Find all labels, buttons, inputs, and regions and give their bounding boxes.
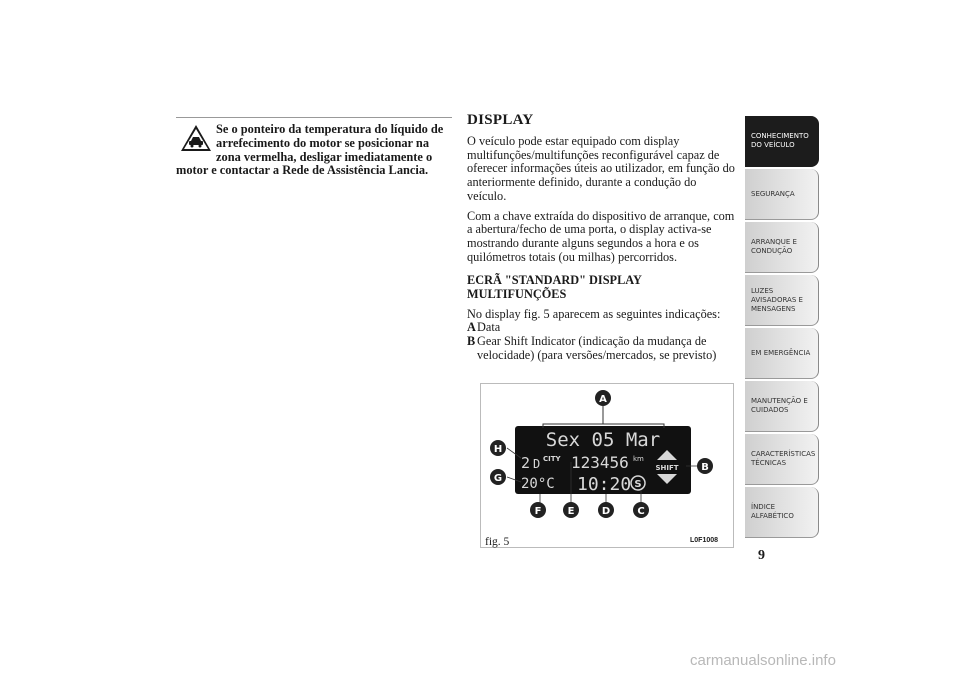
tab-emergencia[interactable]: EM EMERGÊNCIA	[745, 328, 819, 379]
list-item-a: AData	[467, 320, 501, 335]
watermark: carmanualsonline.info	[690, 652, 836, 669]
tab-arranque[interactable]: ARRANQUE E CONDUÇÃO	[745, 222, 819, 273]
tab-indice[interactable]: ÍNDICE ALFABÉTICO	[745, 487, 819, 538]
svg-text:H: H	[493, 444, 503, 455]
display-gear: 2	[521, 454, 531, 472]
svg-text:G: G	[493, 473, 503, 484]
tab-caracteristicas[interactable]: CARACTERÍSTICAS TÉCNICAS	[745, 434, 819, 485]
tab-conhecimento[interactable]: CONHECIMENTO DO VEÍCULO	[745, 116, 819, 167]
callout-h	[490, 440, 506, 456]
figure-label: fig. 5	[485, 536, 510, 548]
callout-b	[697, 458, 713, 474]
callout-e	[563, 502, 579, 518]
section-heading: DISPLAY	[467, 112, 534, 128]
tab-luzes[interactable]: LUZES AVISADORAS E MENSAGENS	[745, 275, 819, 326]
callout-g	[490, 469, 506, 485]
svg-text:F: F	[534, 506, 542, 517]
list-item-b: B Gear Shift Indicator (indicação da mudança de velocidade) (para versões/mercados, se previsto)	[467, 334, 717, 362]
paragraph-2: Com a chave extraída do dispositivo de arranque, com a abertura/fecho de uma porta, o display activa-se mostrando durante alguns segundos a hora e os quilómetros totais (ou milhas) percorridos.	[467, 208, 735, 264]
article	[467, 112, 735, 363]
svg-text:C: C	[637, 506, 645, 517]
callout-d	[598, 502, 614, 518]
page-number: 9	[758, 548, 765, 563]
display-date: Sex 05 Mar	[545, 429, 661, 451]
svg-text:A: A	[599, 394, 607, 405]
display-city: CITY	[543, 455, 561, 463]
subheading: ECRÃ "STANDARD" DISPLAY MULTIFUNÇÕES	[467, 273, 642, 302]
svg-text:B: B	[701, 462, 709, 473]
chapter-tabs	[745, 116, 819, 540]
svg-text:E: E	[567, 506, 575, 517]
display-time: 10:20	[577, 474, 632, 495]
figure-5	[480, 383, 734, 548]
display-temp: 20°C	[521, 476, 555, 492]
callout-c	[633, 502, 649, 518]
callout-a	[595, 390, 611, 406]
display-odometer: 123456	[571, 453, 629, 472]
callout-f	[530, 502, 546, 518]
paragraph-1: O veículo pode estar equipado com display multifunções/multifunções reconfigurável capaz de oferecer informações úteis ao utilizador, em função do anteriormente definido, durante a condução do veículo.	[467, 134, 735, 203]
svg-text:S: S	[634, 479, 642, 490]
tab-seguranca[interactable]: SEGURANÇA	[745, 169, 819, 220]
display-gear-mode: D	[533, 457, 541, 471]
tab-manutencao[interactable]: MANUTENÇÃO E CUIDADOS	[745, 381, 819, 432]
warning-text: Se o ponteiro da temperatura do líquido de arrefecimento do motor se posicionar na zona vermelha, desligar imediatamente o motor e contactar a Rede de Assistência Lancia.	[176, 122, 444, 178]
warning-rule	[176, 117, 452, 118]
display-shift: SHIFT	[655, 464, 679, 472]
paragraph-3: No display fig. 5 aparecem as seguintes indicações:	[467, 306, 721, 321]
display-unit: km	[633, 455, 644, 463]
figure-code: L0F1008	[690, 537, 719, 544]
svg-text:D: D	[601, 506, 611, 517]
display-illustration	[481, 384, 733, 547]
